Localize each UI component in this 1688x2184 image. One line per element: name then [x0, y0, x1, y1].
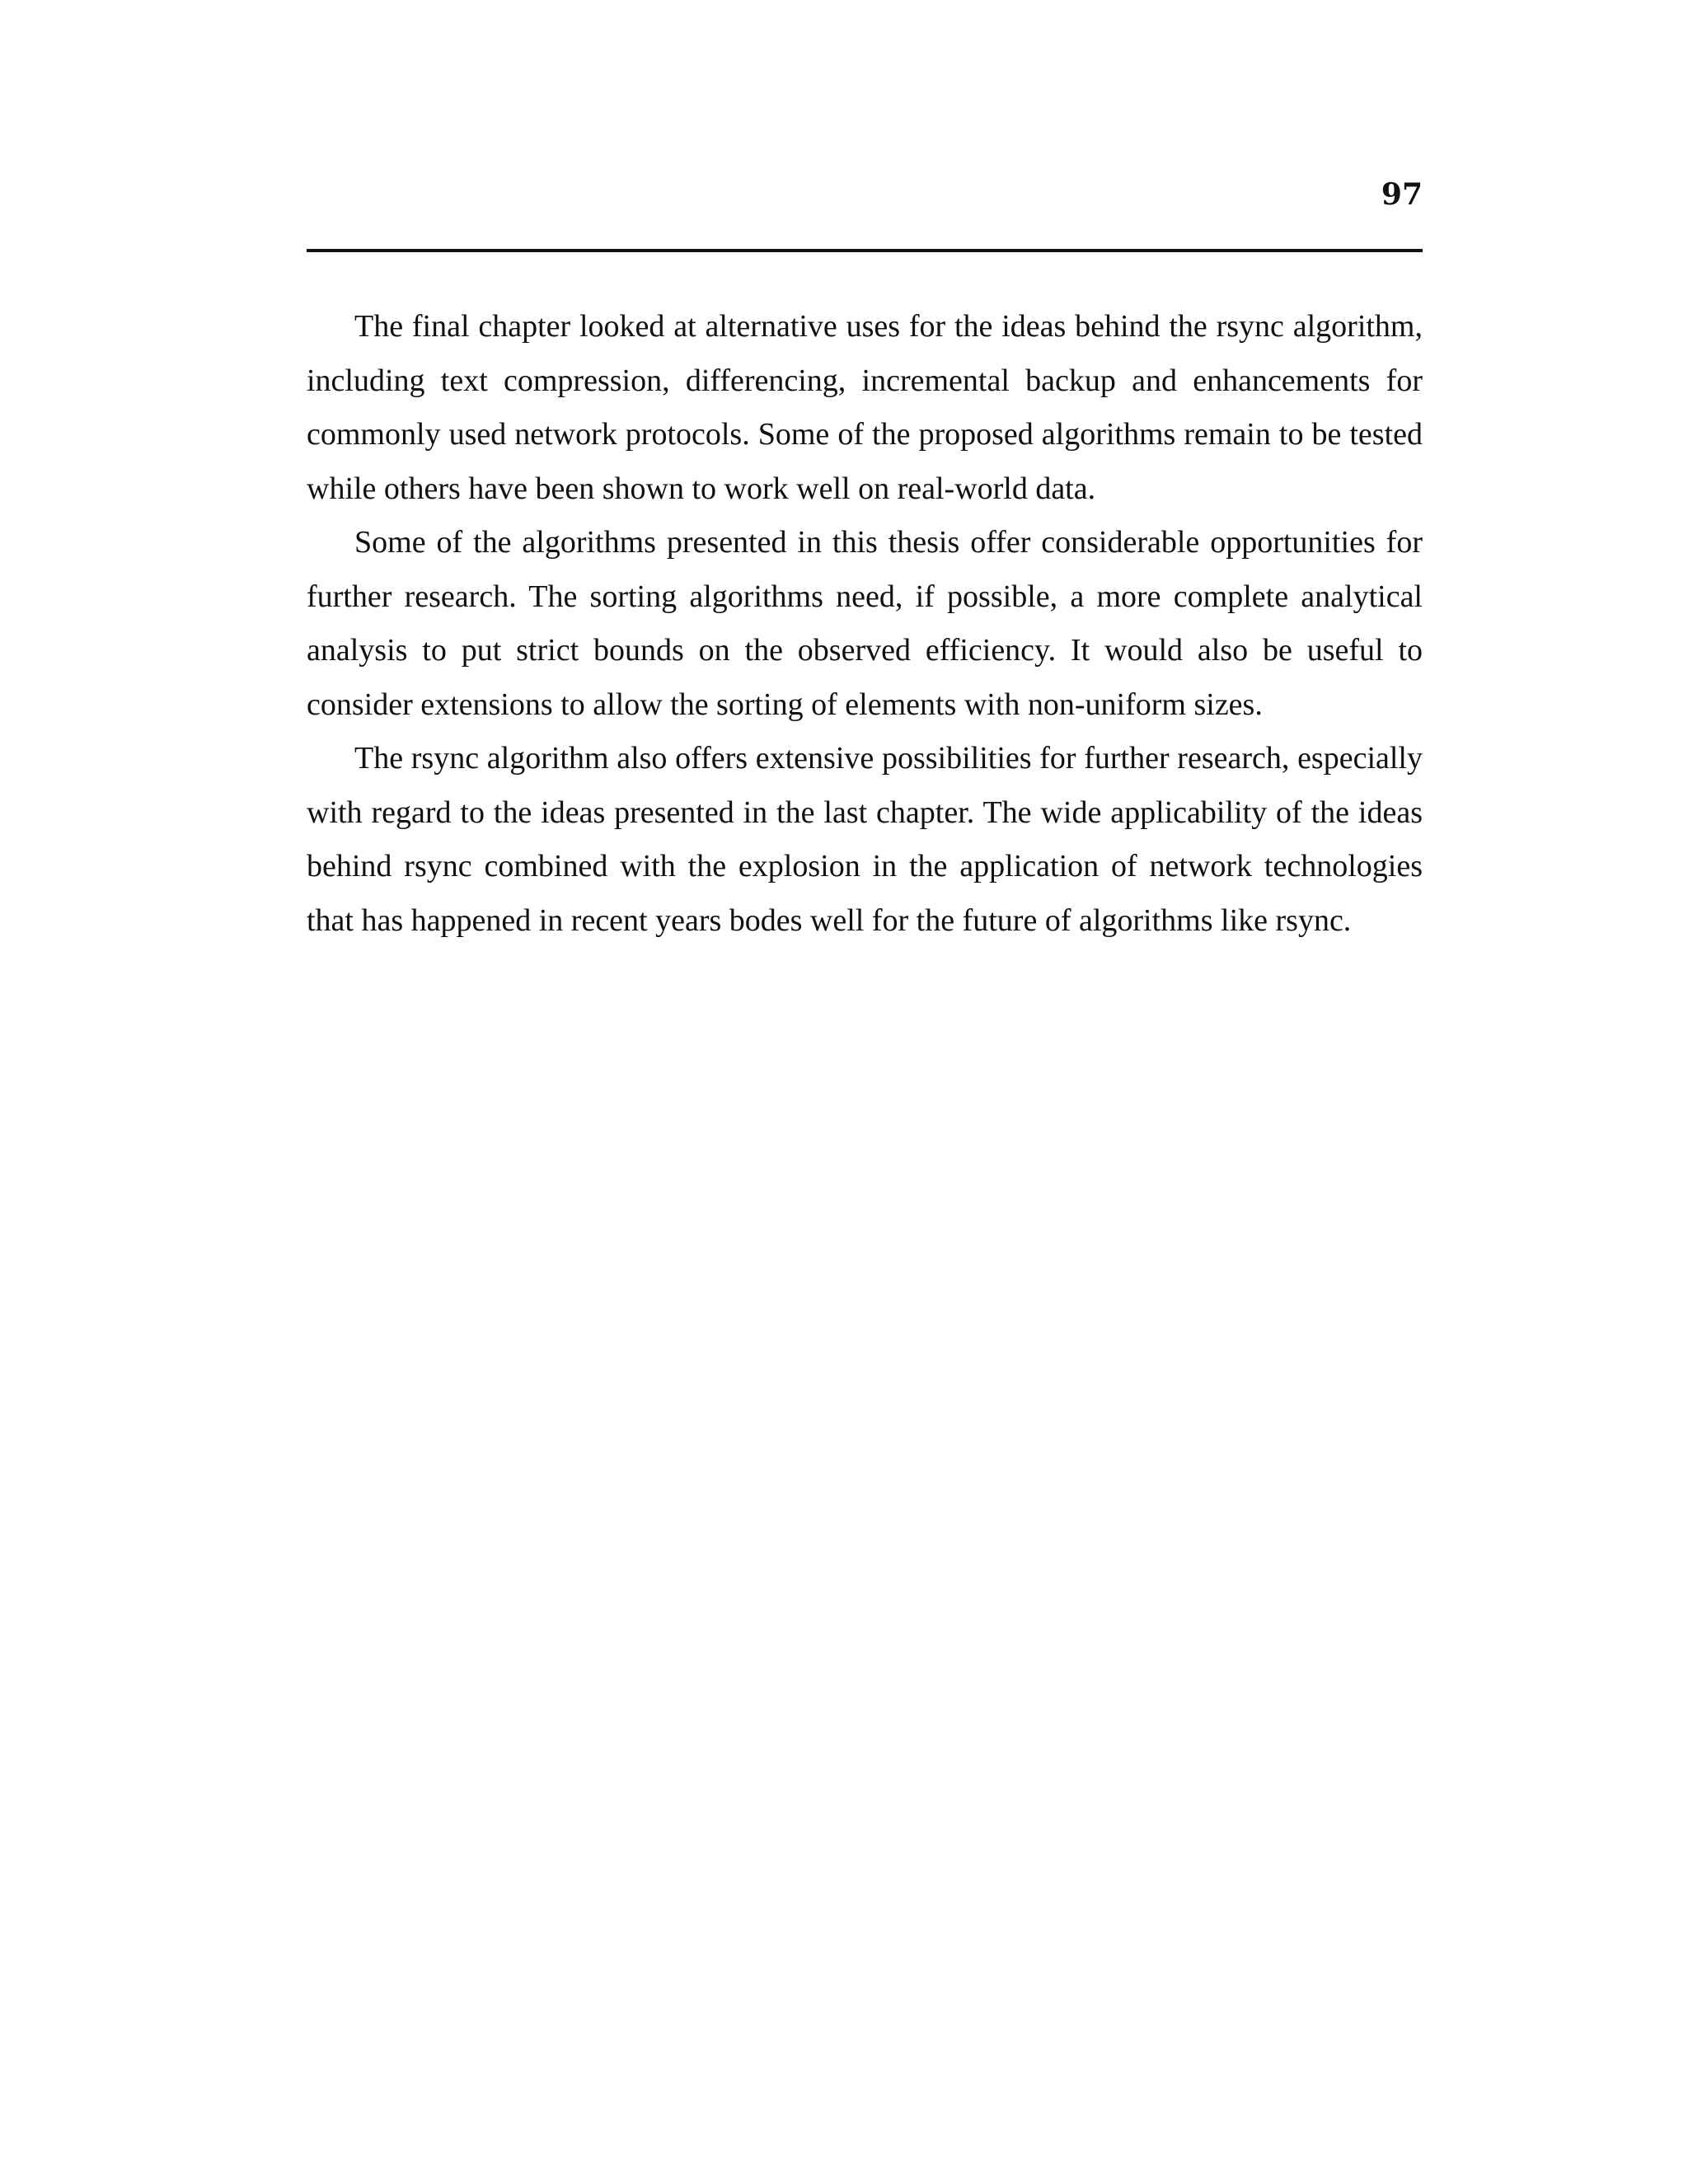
header-rule	[307, 249, 1423, 252]
body-text	[307, 300, 1423, 948]
paragraph-rsync-research: The rsync algorithm also offers extensive possibilities for further research, especially with regard to the ideas presented in the last chapter. The wide applicability of the ideas behind rsync combined with the explosion in the application of network technologies that has happened in recent years bodes well for the future of algorithms like rsync.	[307, 741, 1423, 938]
page-number: 97	[1381, 177, 1423, 212]
paragraph-further-research-sorting: Some of the algorithms presented in this thesis offer considerable opportunities for further research. The sorting algorithms need, if possible, a more complete analytical analysis to put strict bounds on the observed efficiency. It would also be useful to consider extensions to allow the sorting of elements with non-uniform sizes.	[307, 525, 1423, 722]
paragraph-alternative-uses: The final chapter looked at alternative uses for the ideas behind the rsync algorithm, including text compression, differencing, incremental backup and enhancements for commonly used network protocols. Some of the proposed algorithms remain to be tested while others have been shown to work well on real-world data.	[307, 309, 1423, 506]
